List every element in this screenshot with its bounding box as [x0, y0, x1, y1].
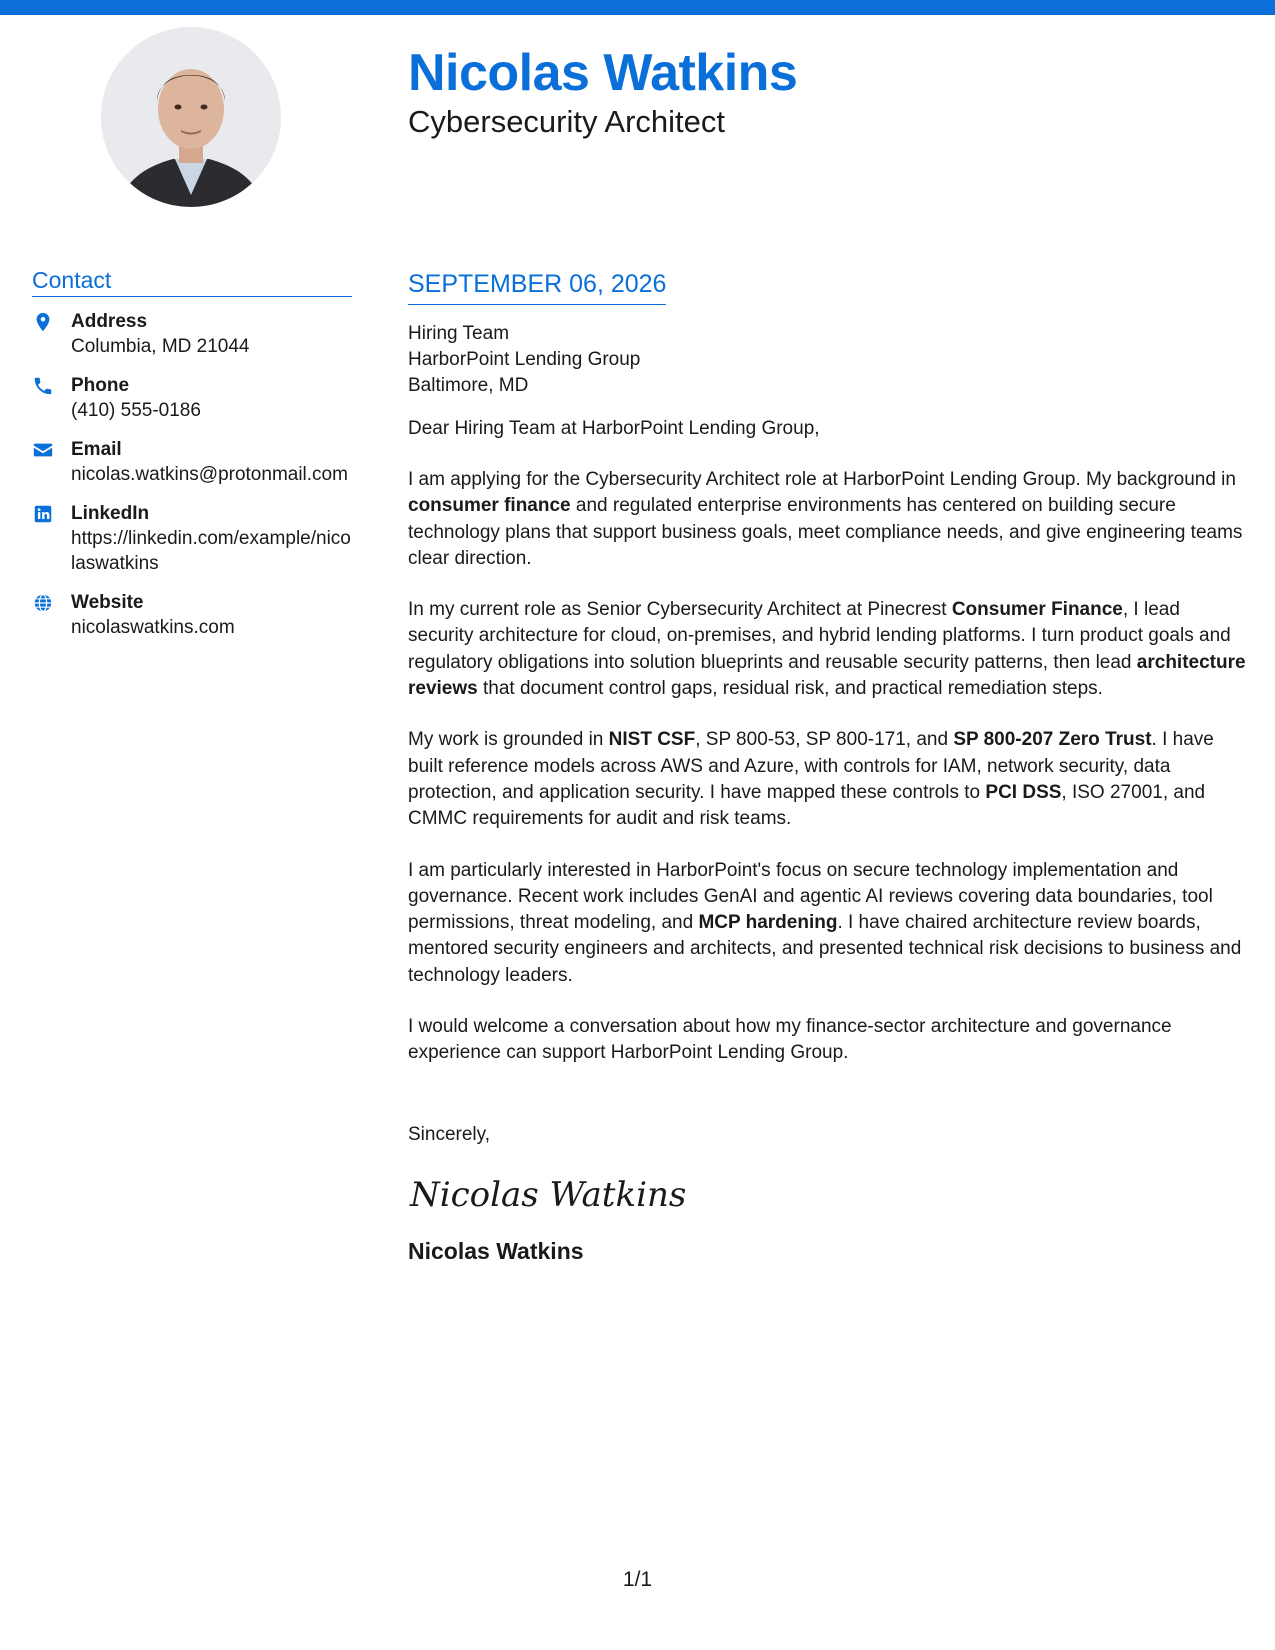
contact-heading: Contact — [32, 266, 352, 297]
contact-sidebar — [32, 266, 352, 654]
letter-paragraph — [408, 597, 1248, 702]
contact-label: LinkedIn — [71, 503, 150, 524]
salutation: Dear Hiring Team at HarborPoint Lending Group, — [408, 418, 820, 439]
linkedin-value[interactable]: https://linkedin.com/example/nicolaswatkins — [71, 528, 351, 574]
paragraph-text: I am particularly interested in HarborPoint's focus on secure technology implementation and governance. Recent work includes GenAI and agentic AI reviews covering data boundaries, tool permissions, threat modeling, and — [408, 859, 1213, 934]
signer-name: Nicolas Watkins — [408, 1237, 584, 1264]
emphasis-text: NIST CSF — [608, 729, 696, 751]
contact-item-linkedin — [32, 501, 352, 576]
paragraph-text: . I have chaired architecture review boards, mentored security engineers and architects, and presented technical risk decisions to business and technology leaders. — [408, 912, 1242, 986]
letter-paragraphs — [408, 467, 1248, 1067]
website-value[interactable]: nicolaswatkins.com — [71, 617, 235, 638]
emphasis-text: PCI DSS — [985, 781, 1062, 803]
paragraph-text: that document control gaps, residual risk, and practical remediation steps. — [477, 678, 1103, 700]
recipient-line: Baltimore, MD — [408, 375, 529, 396]
paragraph-text: My work is grounded in — [408, 729, 609, 751]
letter-body — [408, 268, 1248, 1266]
address-value: Columbia, MD 21044 — [71, 336, 250, 357]
paragraph-text: , I lead security architecture for cloud, on-premises, and hybrid lending platforms. I turn product goals and regulatory obligations into solution blueprints and reusable security patterns, then lead — [408, 599, 1231, 673]
recipient-block — [408, 321, 1248, 399]
profile-photo — [101, 27, 281, 207]
contact-list — [32, 309, 352, 640]
emphasis-text: SP 800-207 Zero Trust — [953, 729, 1152, 751]
paragraph-text: I am applying for the Cybersecurity Architect role at HarborPoint Lending Group. My background in — [408, 469, 1236, 490]
contact-label: Website — [71, 592, 144, 613]
phone-value[interactable]: (410) 555-0186 — [71, 400, 201, 421]
letter-paragraph — [408, 858, 1248, 989]
page-title: Nicolas Watkins — [408, 44, 798, 102]
envelope-icon — [32, 439, 54, 461]
paragraph-text: , ISO 27001, and CMMC requirements for audit and risk teams. — [408, 781, 1206, 830]
linkedin-icon — [32, 503, 54, 525]
map-pin-icon — [32, 311, 54, 333]
recipient-line: Hiring Team — [408, 323, 510, 344]
signature-text: Nicolas Watkins — [410, 1174, 687, 1215]
emphasis-text: Consumer Finance — [951, 599, 1123, 621]
contact-label: Email — [71, 439, 122, 460]
letter-paragraph — [408, 1014, 1248, 1067]
contact-item-phone — [32, 373, 352, 423]
letter-date: SEPTEMBER 06, 2026 — [408, 268, 666, 305]
closing: Sincerely, — [408, 1123, 491, 1145]
contact-item-address — [32, 309, 352, 359]
paragraph-text: . I have built reference models across AWS and Azure, with controls for IAM, network security, data protection, and application security. I have mapped these controls to — [408, 729, 1214, 803]
letter-paragraph — [408, 467, 1248, 572]
letter-paragraph — [408, 727, 1248, 832]
contact-label: Phone — [71, 375, 130, 396]
paragraph-text: I would welcome a conversation about how my finance-sector architecture and governance experience can support HarborPoint Lending Group. — [408, 1016, 1172, 1064]
paragraph-text: , SP 800-53, SP 800-171, and — [695, 729, 954, 751]
emphasis-text: MCP hardening — [698, 912, 838, 934]
contact-label: Address — [71, 311, 148, 332]
top-accent-bar — [0, 0, 1275, 15]
recipient-line: HarborPoint Lending Group — [408, 349, 641, 370]
phone-icon — [32, 375, 54, 397]
contact-item-email — [32, 437, 352, 487]
contact-item-website — [32, 590, 352, 640]
globe-icon — [32, 592, 54, 614]
job-title: Cybersecurity Architect — [408, 104, 725, 139]
emphasis-text: consumer finance — [408, 495, 571, 517]
email-value[interactable]: nicolas.watkins@protonmail.com — [71, 464, 348, 485]
paragraph-text: and regulated enterprise environments has centered on building secure technology plans that support business goals, meet compliance needs, and give engineering teams clear direction. — [408, 495, 1243, 569]
page-number: 1/1 — [622, 1568, 653, 1591]
signature — [408, 1170, 688, 1218]
emphasis-text: architecture reviews — [408, 651, 1246, 700]
paragraph-text: In my current role as Senior Cybersecurity Architect at Pinecrest — [408, 599, 952, 621]
